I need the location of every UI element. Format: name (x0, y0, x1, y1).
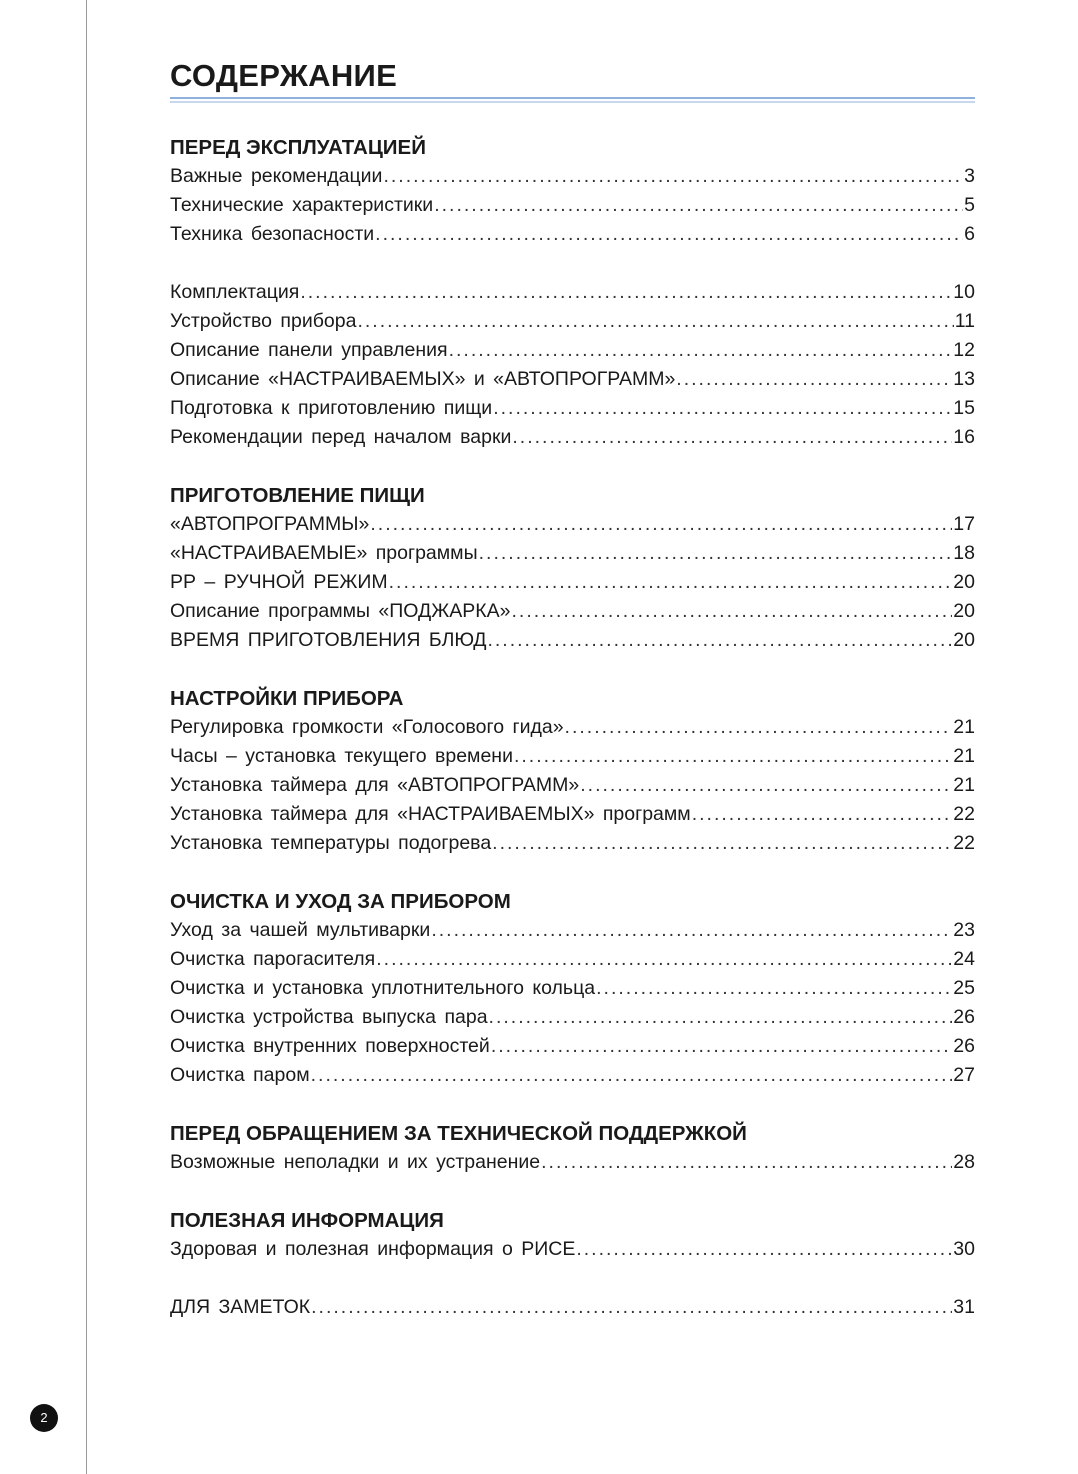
toc-entry-label: Комплектация (170, 281, 300, 303)
toc-entry-label: Устройство прибора (170, 310, 357, 332)
toc-entry-page: 21 (953, 716, 975, 738)
toc-entry-page: 21 (953, 774, 975, 796)
toc-entry-page: 15 (953, 397, 975, 419)
dot-leader (565, 713, 953, 742)
toc-entry[interactable] (170, 713, 975, 742)
page-margin-line (86, 0, 87, 1474)
toc-entry-page: 17 (953, 513, 975, 535)
toc-entry-label: Установка таймера для «АВТОПРОГРАММ» (170, 774, 580, 796)
toc-entry[interactable] (170, 568, 975, 597)
toc-entry-label: Регулировка громкости «Голосового гида» (170, 716, 564, 738)
toc-entry-page: 26 (953, 1006, 975, 1028)
toc-entry[interactable] (170, 771, 975, 800)
toc-entry[interactable] (170, 626, 975, 655)
toc-entry-label: Очистка внутренних поверхностей (170, 1035, 490, 1057)
dot-leader (300, 278, 952, 307)
toc-entry[interactable] (170, 278, 975, 307)
toc-section (170, 887, 975, 1090)
section-title: ПРИГОТОВЛЕНИЕ ПИЩИ (170, 484, 425, 507)
toc-entry-label: Здоровая и полезная информация о РИСЕ (170, 1238, 576, 1260)
toc-entry-label: Часы – установка текущего времени (170, 745, 513, 767)
toc-entry-page: 30 (953, 1238, 975, 1260)
toc-section (170, 278, 975, 452)
toc-entry-label: Возможные неполадки и их устранение (170, 1151, 541, 1173)
toc-entry[interactable] (170, 365, 975, 394)
toc-entry[interactable] (170, 1148, 975, 1177)
toc-entry[interactable] (170, 394, 975, 423)
toc-entry-page: 3 (964, 165, 975, 187)
toc-entry[interactable] (170, 1235, 975, 1264)
toc-entry[interactable] (170, 220, 975, 249)
toc-entry-page: 22 (953, 803, 975, 825)
dot-leader (431, 916, 952, 945)
toc-entry-label: Очистка и установка уплотнительного кольца (170, 977, 596, 999)
section-title: ПЕРЕД ЭКСПЛУАТАЦИЕЙ (170, 136, 426, 159)
dot-leader (479, 539, 953, 568)
toc-entry[interactable] (170, 945, 975, 974)
dot-leader (512, 423, 952, 452)
dot-leader (489, 1003, 953, 1032)
dot-leader (370, 510, 952, 539)
toc-entry-label: Очистка устройства выпуска пара (170, 1006, 488, 1028)
dot-leader (311, 1293, 952, 1322)
toc-entry-label: Описание «НАСТРАИВАЕМЫХ» и «АВТОПРОГРАММ» (170, 368, 676, 390)
dot-leader (449, 336, 953, 365)
toc-entry-page: 21 (953, 745, 975, 767)
toc-entry-label: Установка таймера для «НАСТРАИВАЕМЫХ» программ (170, 803, 691, 825)
toc-entry-label: ВРЕМЯ ПРИГОТОВЛЕНИЯ БЛЮД (170, 629, 487, 651)
toc-entry-page: 20 (953, 629, 975, 651)
toc-entry-label: ДЛЯ ЗАМЕТОК (170, 1296, 311, 1318)
dot-leader (357, 307, 953, 336)
dot-leader (596, 974, 952, 1003)
dot-leader (383, 162, 963, 191)
toc-section (170, 1293, 975, 1322)
toc-section (170, 1119, 975, 1177)
dot-leader (514, 742, 952, 771)
toc-entry-label: «АВТОПРОГРАММЫ» (170, 513, 370, 535)
toc-entry[interactable] (170, 974, 975, 1003)
toc-section (170, 481, 975, 655)
section-title: ОЧИСТКА И УХОД ЗА ПРИБОРОМ (170, 890, 511, 913)
page-title: СОДЕРЖАНИЕ (170, 58, 398, 93)
dot-leader (434, 191, 963, 220)
section-title: ПОЛЕЗНАЯ ИНФОРМАЦИЯ (170, 1209, 444, 1232)
toc-entry-page: 20 (953, 600, 975, 622)
toc-entry-page: 31 (953, 1296, 975, 1318)
toc-entry-label: Очистка парогасителя (170, 948, 376, 970)
dot-leader (576, 1235, 952, 1264)
toc-entry-page: 12 (953, 339, 975, 361)
toc-entry-page: 25 (953, 977, 975, 999)
section-title: ПЕРЕД ОБРАЩЕНИЕМ ЗА ТЕХНИЧЕСКОЙ ПОДДЕРЖКОЙ (170, 1122, 747, 1145)
toc-entry-page: 26 (953, 1035, 975, 1057)
toc-entry-label: Подготовка к приготовлению пищи (170, 397, 493, 419)
toc-entry-label: Важные рекомендации (170, 165, 383, 187)
toc-entry-label: Очистка паром (170, 1064, 310, 1086)
toc-entry[interactable] (170, 1061, 975, 1090)
toc-entry-page: 20 (953, 571, 975, 593)
dot-leader (511, 597, 952, 626)
toc-entry[interactable] (170, 191, 975, 220)
dot-leader (376, 945, 952, 974)
toc-entry-label: Рекомендации перед началом варки (170, 426, 512, 448)
toc-section (170, 684, 975, 858)
dot-leader (676, 365, 952, 394)
toc-entry-page: 13 (953, 368, 975, 390)
toc-entry[interactable] (170, 597, 975, 626)
toc-entry-label: Установка температуры подогрева (170, 832, 492, 854)
toc-entry-page: 5 (964, 194, 975, 216)
toc-entry[interactable] (170, 1003, 975, 1032)
toc-entry[interactable] (170, 916, 975, 945)
toc-entry[interactable] (170, 539, 975, 568)
toc-entry[interactable] (170, 800, 975, 829)
toc-entry[interactable] (170, 1293, 975, 1322)
toc-entry-page: 11 (954, 310, 975, 332)
title-underline (170, 97, 975, 99)
toc-entry-page: 23 (953, 919, 975, 941)
toc-section (170, 133, 975, 249)
toc-entry[interactable] (170, 307, 975, 336)
dot-leader (541, 1148, 952, 1177)
toc-entry-label: Описание панели управления (170, 339, 448, 361)
toc-entry[interactable] (170, 742, 975, 771)
page-number-badge: 2 (30, 1404, 58, 1432)
dot-leader (493, 394, 952, 423)
toc-entry[interactable] (170, 162, 975, 191)
dot-leader (389, 568, 953, 597)
toc-entry-label: РР – РУЧНОЙ РЕЖИМ (170, 571, 388, 593)
toc-entry[interactable] (170, 423, 975, 452)
toc-entry-label: «НАСТРАИВАЕМЫЕ» программы (170, 542, 478, 564)
toc-entry-page: 18 (953, 542, 975, 564)
dot-leader (692, 800, 953, 829)
toc-entry-label: Технические характеристики (170, 194, 434, 216)
toc-entry-page: 28 (953, 1151, 975, 1173)
toc-entry-page: 10 (953, 281, 975, 303)
toc-section (170, 1206, 975, 1264)
toc-entry[interactable] (170, 1032, 975, 1061)
section-title: НАСТРОЙКИ ПРИБОРА (170, 687, 404, 710)
dot-leader (491, 1032, 952, 1061)
toc-entry-page: 24 (953, 948, 975, 970)
table-of-contents (170, 133, 975, 1351)
toc-entry-page: 27 (953, 1064, 975, 1086)
toc-entry-label: Описание программы «ПОДЖАРКА» (170, 600, 511, 622)
dot-leader (487, 626, 952, 655)
dot-leader (311, 1061, 953, 1090)
toc-entry-page: 22 (953, 832, 975, 854)
toc-entry[interactable] (170, 829, 975, 858)
toc-entry[interactable] (170, 336, 975, 365)
toc-entry-page: 6 (964, 223, 975, 245)
dot-leader (492, 829, 952, 858)
toc-entry[interactable] (170, 510, 975, 539)
toc-entry-page: 16 (953, 426, 975, 448)
toc-entry-label: Техника безопасности (170, 223, 375, 245)
title-underline-light (170, 101, 975, 103)
dot-leader (375, 220, 963, 249)
toc-entry-label: Уход за чашей мультиварки (170, 919, 431, 941)
dot-leader (580, 771, 952, 800)
